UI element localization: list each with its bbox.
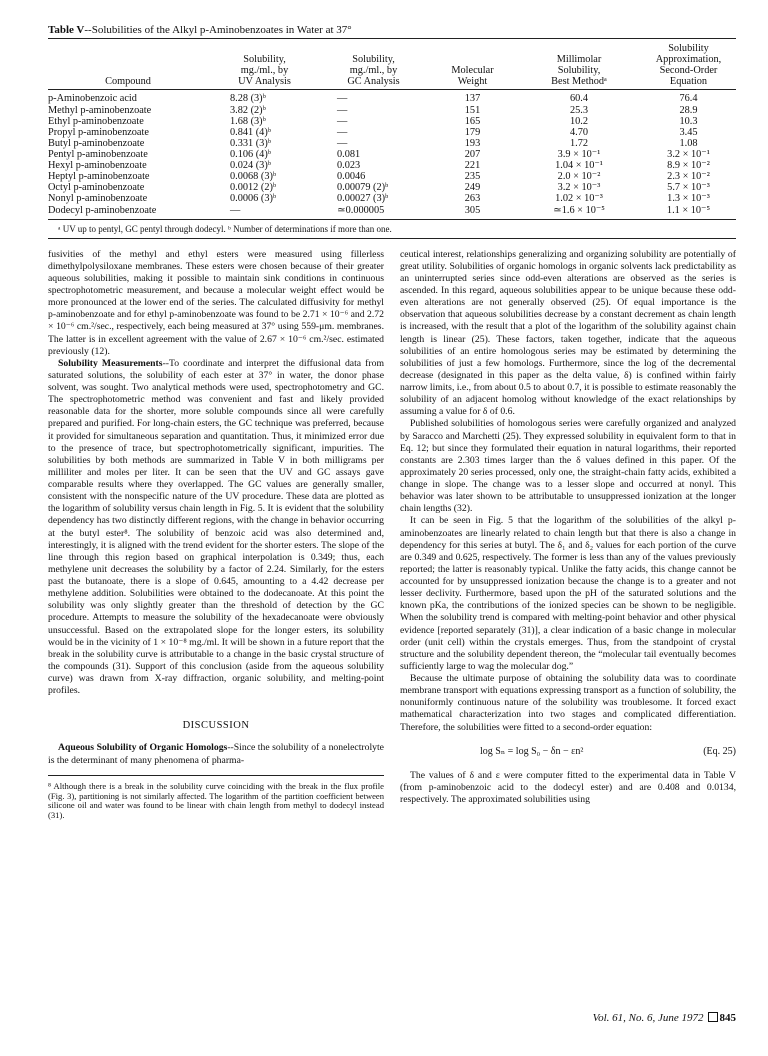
header-uv: Solubility, mg./ml., by UV Analysis <box>210 39 319 90</box>
cell-gc: 0.023 <box>337 160 361 172</box>
cell-uv: 0.841 (4)ᵇ <box>230 126 271 138</box>
table-row <box>48 205 736 220</box>
equation <box>400 746 736 759</box>
paragraph: Solubility Measurements--To coordinate and interpret the diffusional data from saturated solutions, the solubility of each ester at 37° in water, the donor phase solvent, was sought. Two analytical methods were used, spectrophotometry and GC. The spectrophotometric method was convenient and fast and likely provided reasonable data for the shorter, more soluble compounds since all were carefully prepared and purified. For long-chain esters, the GC technique was preferred, because it provided for simultaneous separation and quantitation. Thus, it minimized error due to the presence of trace, but spectrophotometrically significant, impurities. The solubilities by both methods are summarized in Table V in both milligrams per milliliter and moles per liter. It can be seen that the UV and GC assays gave comparable results where they overlapped. The GC values are generally smaller, consistent with the nonspecific nature of the UV procedure. These data are plotted as the logarithm of solubility versus chain length in Fig. 5. It is evident that the solubility dependency has two distinctly different regions, with the change in behavior occurring at the butyl ester⁸. The solubility of benzoic acid was also determined and, interestingly, it is aligned with the trend evident for the shorter esters. The slope of the line through this region based on graphical interpolation is 0.349; thus, each methylene unit decreases the solubility by a factor of 2.24. Similarly, for the esters past the butanoate, there is a slope of 0.645, amounting to a 4.42 decrease per methylene addition. Solubilities were obtained to the dodecanoate. At this point the solubility was only slightly greater than the threshold of detection by the GC procedure. Attempts to measure the solubility of the hexadecanoate were obviously unsuccessful. Based on the extrapolated slope for the longer esters, its solubility would be in the vicinity of 1 × 10⁻⁸ mg./ml. It will be shown in a future report that the break in the solubility curve is attributable to a change in the basic crystal structure of the compounds (31). Support of this conclusion (aside from the aqueous solubility curve) was drawn from X-ray diffraction, organic solubility, and melting-point profiles. <box>48 357 384 697</box>
cell-uv: 0.0006 (3)ᵇ <box>230 193 277 205</box>
cell-approx: 1.08 <box>679 137 698 149</box>
cell-compound: Methyl p-aminobenzoate <box>48 104 152 116</box>
table-caption <box>48 24 736 36</box>
cell-millimolar: 4.70 <box>569 126 589 138</box>
box-icon <box>708 1012 718 1022</box>
cell-millimolar: ≃1.6 × 10⁻⁵ <box>517 205 641 220</box>
cell-gc: 0.081 <box>337 148 361 160</box>
cell-uv: 0.0012 (2)ᵇ <box>230 182 277 194</box>
header-approx: Solubility Approximation, Second-Order Equation <box>641 39 736 90</box>
table-bottom-rule <box>48 238 736 239</box>
cell-gc: — <box>337 137 348 149</box>
cell-compound: p-Aminobenzoic acid <box>48 93 137 105</box>
cell-uv: — <box>210 205 319 220</box>
cell-uv: 0.106 (4)ᵇ <box>230 148 271 160</box>
cell-millimolar: 1.02 × 10⁻³ <box>555 193 603 205</box>
page-footer <box>593 1012 736 1024</box>
table-row <box>48 116 736 127</box>
cell-millimolar: 2.0 × 10⁻² <box>557 171 601 183</box>
cell-millimolar: 10.2 <box>569 115 589 127</box>
header-millimolar: Millimolar Solubility, Best Methodᵃ <box>517 39 641 90</box>
cell-mw: 179 <box>464 126 481 138</box>
paragraph: fusivities of the methyl and ethyl esters were measured using fillerless dimethylpolysiloxane membranes. These esters were chosen because of their greater aqueous solubilities, making it possible to maintain sink conditions in continuous spectrophotometric measurement, and because a molecular weight effect would be more pronounced at the lower end of the series. The calculated diffusivity for methyl p-aminobenzoate and for ethyl p-aminobenzoate was found to be 2.71 × 10⁻⁶ and 2.72 × 10⁻⁶ cm.²/sec., respectively, each being measured at 37° using 559-μm. membranes. The latter is in excellent agreement with the value of 2.67 × 10⁻⁶ cm.²/sec. estimated previously (12). <box>48 248 384 357</box>
cell-gc: ≃0.000005 <box>319 205 428 220</box>
cell-mw: 263 <box>464 193 481 205</box>
cell-gc: — <box>337 126 348 138</box>
cell-mw: 165 <box>464 115 481 127</box>
cell-compound: Hexyl p-aminobenzoate <box>48 160 147 172</box>
solubility-table <box>48 39 736 220</box>
page <box>48 24 736 821</box>
cell-approx: 10.3 <box>679 115 698 127</box>
cell-compound: Heptyl p-aminobenzoate <box>48 171 150 183</box>
cell-gc: — <box>337 104 348 116</box>
column-footnote: ⁸ Although there is a break in the solubility curve coinciding with the break in the flux profile (Fig. 3), partitioning is not similarly affected. The logarithm of the partition coefficient between silicone oil and water was found to be linear with chain length from methyl to dodecyl instead (31). <box>48 775 384 822</box>
header-compound: Compound <box>48 39 210 90</box>
table-body <box>48 90 736 219</box>
cell-mw: 305 <box>428 205 517 220</box>
header-mw: Molecular Weight <box>428 39 517 90</box>
table-label: Table V <box>48 24 85 36</box>
paragraph: The values of δ and ε were computer fitted to the experimental data in Table V (from p-aminobenzoic acid to the dodecyl ester) and are 0.408 and 0.0134, respectively. The approximated solubilities using <box>400 770 736 806</box>
cell-approx: 3.2 × 10⁻¹ <box>667 148 710 160</box>
cell-gc: — <box>337 115 348 127</box>
header-gc: Solubility, mg./ml., by GC Analysis <box>319 39 428 90</box>
table-row <box>48 160 736 171</box>
cell-uv: 3.82 (2)ᵇ <box>230 104 266 116</box>
journal-citation: Vol. 61, No. 6, June 1972 <box>592 1012 704 1024</box>
cell-uv: 0.331 (3)ᵇ <box>230 137 271 149</box>
cell-approx: 1.3 × 10⁻³ <box>667 193 710 205</box>
table-row <box>48 127 736 138</box>
body-columns <box>48 249 736 822</box>
cell-mw: 235 <box>464 171 481 183</box>
cell-uv: 0.024 (3)ᵇ <box>230 160 271 172</box>
cell-approx: 8.9 × 10⁻² <box>667 160 710 172</box>
section-heading: DISCUSSION <box>182 720 250 732</box>
table-row <box>48 138 736 149</box>
cell-mw: 249 <box>464 182 481 194</box>
cell-mw: 151 <box>464 104 481 116</box>
table-row <box>48 149 736 160</box>
cell-approx: 2.3 × 10⁻² <box>667 171 710 183</box>
paragraph: ceutical interest, relationships generalizing and organizing solubility are potentially of great utility. Solubilities of organic homologs in organic solvents lack predictability as an uninterrupted series since odd-even alterations are observed as the series is ascended. In this regard, aqueous solubilities appear to be unique because these odd-even alterations are not generally observed (25). Of equal importance is the observation that aqueous solubilities decrease by a constant decrement as chain length is increased, with the result that a plot of the logarithm of the solubility against chain length is linear (25). These factors, taken together, indicate that the aqueous solubilities of an entire homologous series may be estimated by determining the solubilities of just a few homologs. Furthermore, since the log of the decremental decrease (designated in this paper as the delta value, δ) is confined within fairly narrow limits, i.e., from about 0.5 to about 0.7, it is possible to estimate reasonably the solubility of an adjacent homolog without knowledge of the exact relationships by assuming a value for δ of 0.6. <box>400 248 736 418</box>
cell-mw: 193 <box>464 137 481 149</box>
paragraph: Aqueous Solubility of Organic Homologs--Since the solubility of a nonelectrolyte is the determinant of many phenomena of pharma- <box>48 742 384 766</box>
cell-gc: 0.0046 <box>337 171 366 183</box>
paragraph: Because the ultimate purpose of obtaining the solubility data was to coordinate membrane transport with equations expressing transport as a function of solubility, the nonuniformly continuous nature of the solubility was troublesome. It forced exact mathematical characterization into two stages and complicated differentiation. Therefore, the solubilities were fitted to a second-order equation: <box>400 673 736 733</box>
table-row <box>48 193 736 204</box>
table-row <box>48 90 736 105</box>
cell-approx: 5.7 × 10⁻³ <box>667 182 710 194</box>
table-title: --Solubilities of the Alkyl p-Aminobenzoates in Water at 37° <box>84 24 352 36</box>
equation-number: (Eq. 25) <box>703 745 736 757</box>
page-number: 845 <box>719 1012 736 1024</box>
cell-millimolar: 3.9 × 10⁻¹ <box>557 148 601 160</box>
cell-compound: Ethyl p-aminobenzoate <box>48 115 144 127</box>
cell-millimolar: 25.3 <box>569 104 589 116</box>
cell-gc: — <box>337 93 348 105</box>
right-column <box>400 249 736 822</box>
cell-compound: Nonyl p-aminobenzoate <box>48 193 148 205</box>
table-row <box>48 105 736 116</box>
cell-approx: 3.45 <box>679 126 698 138</box>
cell-gc: 0.00079 (2)ᵇ <box>337 182 389 194</box>
cell-compound: Dodecyl p-aminobenzoate <box>48 205 210 220</box>
cell-uv: 0.0068 (3)ᵇ <box>230 171 277 183</box>
cell-millimolar: 1.72 <box>569 137 589 149</box>
cell-compound: Pentyl p-aminobenzoate <box>48 148 148 160</box>
cell-millimolar: 3.2 × 10⁻³ <box>557 182 601 194</box>
subheading: Aqueous Solubility of Organic Homologs <box>58 742 228 754</box>
cell-mw: 221 <box>464 160 481 172</box>
cell-mw: 207 <box>464 148 481 160</box>
cell-gc: 0.00027 (3)ᵇ <box>337 193 389 205</box>
cell-mw: 137 <box>464 93 481 105</box>
cell-uv: 1.68 (3)ᵇ <box>230 115 266 127</box>
cell-compound: Butyl p-aminobenzoate <box>48 137 145 149</box>
table-header-row <box>48 39 736 90</box>
paragraph: It can be seen in Fig. 5 that the logarithm of the solubilities of the alkyl p-aminobenzoates are linearly related to chain length but that there is also a change in dependency for this series at butyl. The δ₁ and δ₂ values for each portion of the curve are 0.349 and 0.625, respectively. The former is less than any of the values previously reported; the latter is reasonably typical. Unlike the fatty acids, this change cannot be accounted for by unsuppressed ionization because the change is to a greater and not lesser declivity. Furthermore, based upon the pH of the saturated solutions and the known pKa, the contributions of the ionized species can be shown to be negligible. When the solubility trend is compared with melting-point behavior and other physical evidence [reported separately (31)], a clear indication of a basic change in molecular order (unit cell) within the crystals emerges. Thus, from the standpoint of crystal structure and the solubility dependent thereon, the “molecular tail eventually becomes sufficiently large to wag the molecular dog.” <box>400 515 736 672</box>
cell-approx: 76.4 <box>679 93 698 105</box>
cell-compound: Octyl p-aminobenzoate <box>48 182 145 194</box>
paragraph: Published solubilities of homologous series were carefully organized and analyzed by Saracco and Marchetti (25). They expressed solubility in equivalent form to that in Eq. 12; but since they formulated their equation in natural logarithms, their reported constants are 2.303 times larger than the δ values defined in this paper. Of the approximately 20 series processed, only one, the straight-chain fatty acids, exhibited a change in slope. The change was to a lesser slope and occurred at nonyl. This behavior was later shown to be attributable to unsuppressed ionization at the longer chain lengths (32). <box>400 418 736 515</box>
cell-uv: 8.28 (3)ᵇ <box>230 93 266 105</box>
subheading: Solubility Measurements <box>58 357 163 369</box>
table-row <box>48 171 736 182</box>
cell-compound: Propyl p-aminobenzoate <box>48 126 149 138</box>
left-column <box>48 249 384 822</box>
cell-millimolar: 60.4 <box>569 93 589 105</box>
table-footnote: ᵃ UV up to pentyl, GC pentyl through dodecyl. ᵇ Number of determinations if more than one. <box>58 223 392 234</box>
cell-millimolar: 1.04 × 10⁻¹ <box>555 160 603 172</box>
equation-text: log Sₙ = log S₀ − δn − εn² <box>480 745 584 757</box>
cell-approx: 1.1 × 10⁻⁵ <box>641 205 736 220</box>
table-row <box>48 182 736 193</box>
cell-approx: 28.9 <box>679 104 698 116</box>
